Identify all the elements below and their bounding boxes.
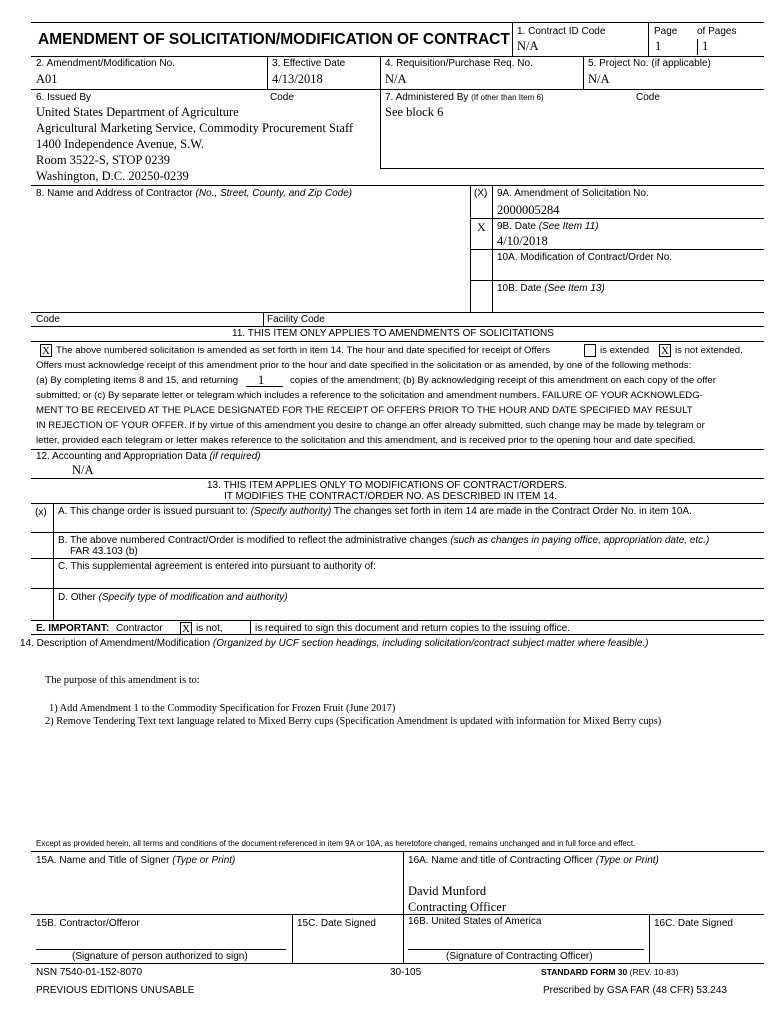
item13-x-header: (x): [35, 507, 47, 518]
item11-line3a: (a) By completing items 8 and 15, and returning: [36, 375, 239, 386]
of-pages-label: of Pages: [697, 26, 737, 37]
is-not-checkbox[interactable]: X: [180, 622, 192, 635]
accounting-label: 12. Accounting and Appropriation Data (if required): [36, 451, 261, 462]
issued-by-line[interactable]: Washington, D.C. 20250-0239: [36, 169, 189, 183]
not-extended-label: is not extended.: [675, 345, 743, 356]
item11-line2: Offers must acknowledge receipt of this amendment prior to the hour and date specified in the solicitation or as amended, by one of the following methods:: [36, 360, 692, 371]
item11-line5: MENT TO BE RECEIVED AT THE PLACE DESIGNATED FOR THE RECEIPT OF OFFERS PRIOR TO THE HOUR AND DATE SPECIFIED MAY RESULT: [36, 405, 693, 416]
issued-by-line[interactable]: United States Department of Agriculture: [36, 105, 239, 119]
contractor-offeror-label: 15B. Contractor/Offeror: [36, 918, 140, 929]
of-pages-value[interactable]: 1: [702, 39, 709, 53]
item11-line1: The above numbered solicitation is amended as set forth in item 14. The hour and date specified for receipt of Offers: [56, 345, 551, 356]
contractor-code-label: Code: [36, 314, 60, 325]
page-label: Page: [654, 26, 678, 37]
item11-line7: letter, provided each telegram or letter makes reference to the solicitation and this amendment, and is received prior to the opening hour and date specified.: [36, 435, 696, 446]
usa-label: 16B. United States of America: [408, 916, 542, 927]
issued-by-line[interactable]: Room 3522-S, STOP 0239: [36, 153, 171, 167]
effective-date-label: 3. Effective Date: [272, 58, 346, 69]
issued-by-line[interactable]: Agricultural Marketing Service, Commodity Procurement Staff: [36, 121, 354, 135]
item11-line3b: copies of the amendment; (b) By acknowledging receipt of this amendment on each copy of the offer: [290, 375, 716, 386]
item11-heading: 11. THIS ITEM ONLY APPLIES TO AMENDMENTS OF SOLICITATIONS: [232, 328, 554, 339]
description-label: 14. Description of Amendment/Modification (Organized by UCF section headings, including solicitation/contract subject matter where feasible.): [20, 638, 649, 649]
issued-code-label: Code: [270, 92, 294, 103]
purpose-text: The purpose of this amendment is to:: [45, 675, 200, 686]
date-10b-label: 10B. Date (See Item 13): [497, 283, 605, 294]
issued-by-label: 6. Issued By: [36, 92, 92, 103]
signer-name-label: 15A. Name and Title of Signer (Type or Print): [36, 855, 236, 866]
item13-b-value[interactable]: FAR 43.103 (b): [70, 546, 138, 557]
amendment-solicitation-label: 9A. Amendment of Solicitation No.: [497, 188, 649, 199]
date-16c-label: 16C. Date Signed: [654, 918, 733, 929]
form-number: 30-105: [390, 967, 422, 978]
officer-name-label: 16A. Name and title of Contracting Officer (Type or Print): [408, 855, 659, 866]
issued-by-line[interactable]: 1400 Independence Avenue, S.W.: [36, 137, 205, 151]
date-9b-value[interactable]: 4/10/2018: [497, 234, 548, 248]
contract-id-value[interactable]: N/A: [517, 39, 539, 53]
important-label: E. IMPORTANT: Contractor: [36, 623, 163, 634]
item13-heading-2: IT MODIFIES THE CONTRACT/ORDER NO. AS DESCRIBED IN ITEM 14.: [224, 491, 558, 502]
accounting-value[interactable]: N/A: [72, 463, 94, 477]
administered-code-label: Code: [636, 92, 660, 103]
item13-c-text: C. This supplemental agreement is entered into pursuant to authority of:: [58, 561, 376, 572]
requisition-label: 4. Requisition/Purchase Req. No.: [385, 58, 533, 69]
is-extended-checkbox[interactable]: [584, 344, 596, 357]
page-value[interactable]: 1: [655, 39, 662, 53]
amendment-solicitation-value[interactable]: 2000005284: [497, 203, 560, 217]
signature-contractor-line[interactable]: (Signature of person authorized to sign): [72, 951, 248, 962]
standard-form-label: STANDARD FORM 30 (REV. 10-83): [541, 967, 679, 977]
description-item: 2) Remove Tendering Text text language related to Mixed Berry cups (Specification Amendment is updated with information for Mixed Berry cups): [45, 716, 662, 727]
officer-title-value[interactable]: Contracting Officer: [408, 900, 506, 914]
copies-value[interactable]: 1: [258, 373, 265, 387]
is-required-label: is required to sign this document and return copies to the issuing office.: [255, 623, 570, 634]
prescribed-by: Prescribed by GSA FAR (48 CFR) 53.243: [543, 985, 727, 996]
administered-by-value[interactable]: See block 6: [385, 105, 444, 119]
contractor-label: 8. Name and Address of Contractor (No., Street, County, and Zip Code): [36, 188, 353, 199]
is-not-label: is not,: [196, 623, 223, 634]
project-no-value[interactable]: N/A: [588, 72, 610, 86]
item13-d-text: D. Other (Specify type of modification and authority): [58, 592, 288, 603]
date-9b-label: 9B. Date (See Item 11): [497, 221, 599, 232]
item13-b-text: B. The above numbered Contract/Order is modified to reflect the administrative changes (such as changes in paying office, appropriation date, etc.): [58, 535, 710, 546]
x-column-header: (X): [474, 188, 488, 199]
nsn-number: NSN 7540-01-152-8070: [36, 967, 143, 978]
item11-line4: submitted; or (c) By separate letter or telegram which includes a reference to the solicitation and amendment numbers. FAILURE OF YOUR ACKNOWLEDG-: [36, 390, 703, 401]
form-title: AMENDMENT OF SOLICITATION/MODIFICATION OF CONTRACT: [38, 31, 510, 48]
is-extended-label: is extended: [600, 345, 650, 356]
effective-date-value[interactable]: 4/13/2018: [272, 72, 323, 86]
item11-line6: IN REJECTION OF YOUR OFFER. If by virtue of this amendment you desire to change an offer already submitted, such change may be made by telegram or: [36, 420, 705, 431]
except-text: Except as provided herein, all terms and conditions of the document referenced in item 9A or 10A, as heretofore changed, remains unchanged and in full force and effect.: [36, 839, 636, 848]
signature-officer-line[interactable]: (Signature of Contracting Officer): [446, 951, 593, 962]
previous-editions: PREVIOUS EDITIONS UNUSABLE: [36, 985, 195, 996]
modification-contract-label: 10A. Modification of Contract/Order No.: [497, 252, 673, 263]
amended-checkbox[interactable]: X: [40, 344, 52, 357]
date-15c-label: 15C. Date Signed: [297, 918, 376, 929]
requisition-value[interactable]: N/A: [385, 72, 407, 86]
amendment-no-value[interactable]: A01: [36, 72, 58, 86]
item13-a-text: A. This change order is issued pursuant to: (Specify authority) The changes set forth in item 14 are made in the Contract Order No. in item 10A.: [58, 506, 692, 517]
project-no-label: 5. Project No. (if applicable): [588, 58, 711, 69]
administered-by-label: 7. Administered By (If other than Item 6): [385, 92, 544, 103]
facility-code-label: Facility Code: [267, 314, 325, 325]
contract-id-label: 1. Contract ID Code: [517, 26, 606, 37]
not-extended-checkbox[interactable]: X: [659, 344, 671, 357]
officer-name-value[interactable]: David Munford: [408, 884, 487, 898]
amendment-no-label: 2. Amendment/Modification No.: [36, 58, 175, 69]
item13-heading-1: 13. THIS ITEM APPLIES ONLY TO MODIFICATIONS OF CONTRACT/ORDERS.: [207, 480, 568, 491]
check-9b-mark[interactable]: X: [477, 220, 486, 234]
description-item: 1) Add Amendment 1 to the Commodity Specification for Frozen Fruit (June 2017): [49, 703, 396, 714]
